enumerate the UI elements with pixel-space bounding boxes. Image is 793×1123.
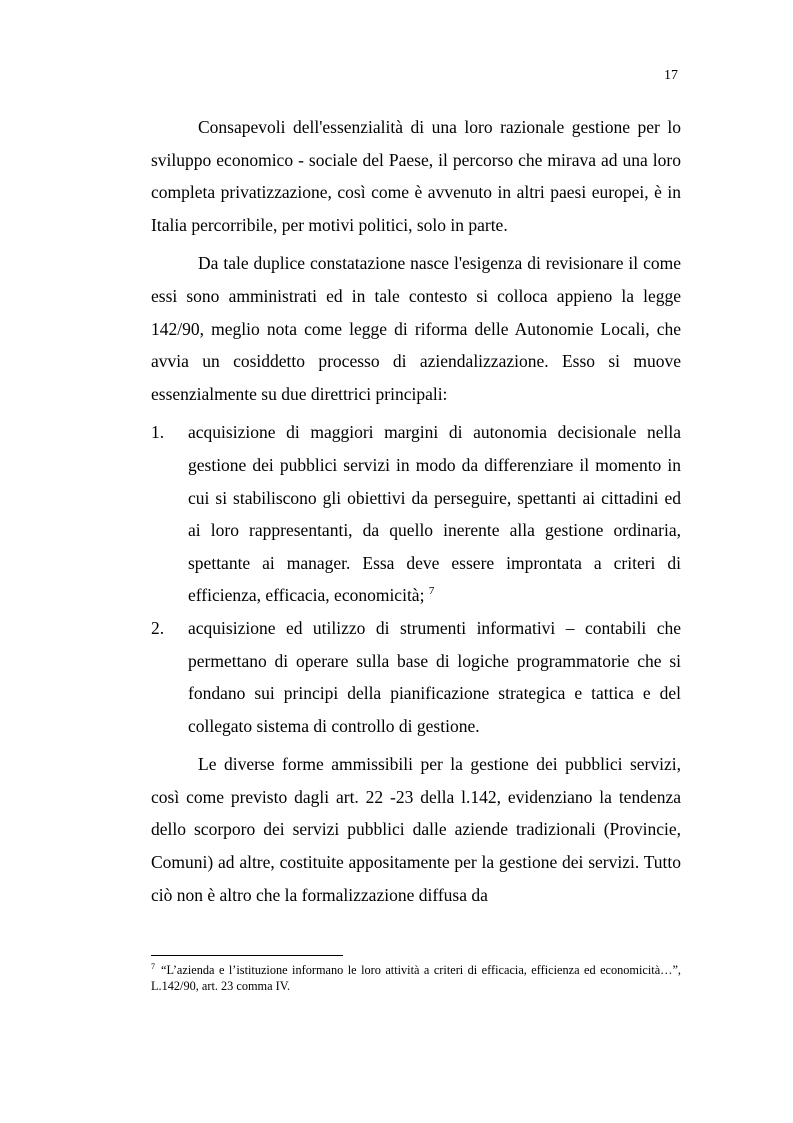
numbered-list (151, 416, 681, 742)
list-item (151, 612, 681, 742)
page-number: 17 (664, 68, 678, 83)
body-text (151, 111, 681, 917)
list-item-text: acquisizione ed utilizzo di strumenti informativi – contabili che permettano di operare sulla base di logiche programmatorie che si fondano sui principi della pianificazione strategica e tattica e del collegato sistema di controllo di gestione. (188, 617, 681, 736)
footnote-text: “L’azienda e l’istituzione informano le loro attività a criteri di efficacia, efficienza ed economicità…”, L.142/90, art. 23 comma IV. (151, 963, 681, 993)
paragraph: Da tale duplice constatazione nasce l'esigenza di revisionare il come essi sono amministrati ed in tale contesto si colloca appieno la legge 142/90, meglio nota come legge di riforma delle Autonomie Locali, che avvia un cosiddetto processo di aziendalizzazione. Esso si muove essenzialmente su due direttrici principali: (151, 253, 681, 404)
list-item-number: 1. (151, 422, 165, 443)
footnote-separator (151, 955, 343, 956)
list-item-text: acquisizione di maggiori margini di autonomia decisionale nella gestione dei pubblici servizi in modo da differenziare il momento in cui si stabiliscono gli obiettivi da perseguire, spettanti ai cittadini ed ai loro rappresentanti, da quello inerente alla gestione ordinaria, spettante ai manager. Essa deve essere improntata a criteri di efficienza, efficacia, economicità; (188, 422, 681, 606)
footnote (151, 962, 681, 994)
footnote-marker: 7 (151, 961, 155, 971)
list-item-number: 2. (151, 617, 165, 638)
footnote-reference[interactable]: 7 (428, 585, 435, 598)
paragraph: Le diverse forme ammissibili per la gestione dei pubblici servizi, così come previsto dagli art. 22 -23 della l.142, evidenziano la tendenza dello scorporo dei servizi pubblici dalle aziende tradizionali (Provincie, Comuni) ad altre, costituite appositamente per la gestione dei servizi. Tutto ciò non è altro che la formalizzazione diffusa da (151, 754, 681, 905)
paragraph: Consapevoli dell'essenzialità di una loro razionale gestione per lo sviluppo economico - sociale del Paese, il percorso che mirava ad una loro completa privatizzazione, così come è avvenuto in altri paesi europei, è in Italia percorribile, per motivi politici, solo in parte. (151, 117, 681, 235)
list-item (151, 416, 681, 612)
